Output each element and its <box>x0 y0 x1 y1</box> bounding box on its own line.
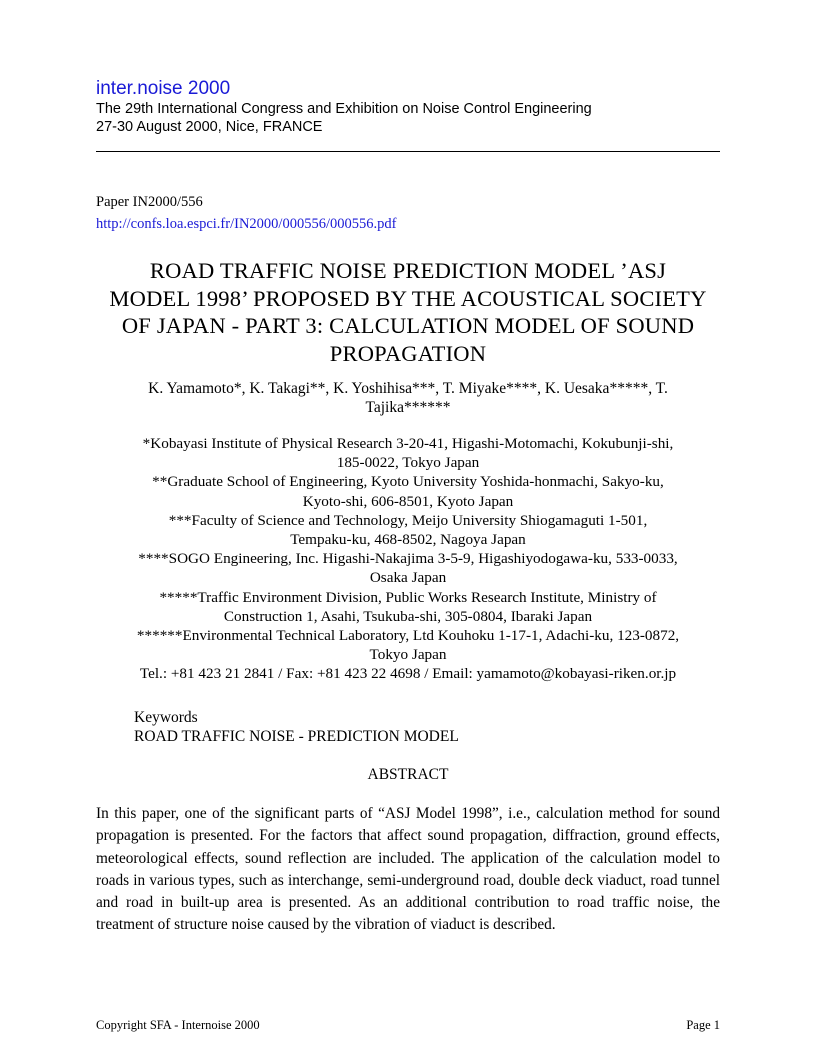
affiliation-line: ***Faculty of Science and Technology, Meijo University Shiogamaguti 1-501, <box>168 511 648 529</box>
title-line: ROAD TRAFFIC NOISE PREDICTION MODEL ’ASJ <box>149 258 667 283</box>
keywords-label: Keywords <box>134 709 198 726</box>
footer-copyright: Copyright SFA - Internoise 2000 <box>96 1018 260 1032</box>
affiliation-line: Kyoto-shi, 606-8501, Kyoto Japan <box>302 492 514 510</box>
affiliation-line: Construction 1, Asahi, Tsukuba-shi, 305-0804, Ibaraki Japan <box>223 607 593 625</box>
affiliation-line: *Kobayasi Institute of Physical Research 3-20-41, Higashi-Motomachi, Kokubunji-shi, <box>142 435 674 452</box>
conference-header <box>96 78 720 136</box>
affiliation-line: Tokyo Japan <box>369 646 447 664</box>
abstract-heading: ABSTRACT <box>367 766 449 783</box>
affiliation-line: Tempaku-ku, 468-8502, Nagoya Japan <box>290 531 526 549</box>
footer-page-number: Page 1 <box>686 1018 720 1032</box>
conference-dates: 27-30 August 2000, Nice, FRANCE <box>96 119 323 135</box>
abstract-text: In this paper, one of the significant parts of “ASJ Model 1998”, i.e., calculation method for sound propagation is presented. For the factors that affect sound propagation, diffraction, ground effects, meteorological effects, sound reflection are included. The application of the calculation model to roads in various types, such as interchange, semi-underground road, double deck viaduct, road tunnel and road in built-up area is presented. As an additional contribution to road traffic noise, the treatment of structure noise caused by the vibration of viaduct is described. <box>96 805 720 934</box>
affiliation-line: Osaka Japan <box>369 569 447 587</box>
authors-line: K. Yamamoto*, K. Takagi**, K. Yoshihisa***, T. Miyake****, K. Uesaka*****, T. <box>148 380 668 397</box>
title-line: OF JAPAN - PART 3: CALCULATION MODEL OF SOUND <box>121 313 695 338</box>
paper-title <box>80 257 736 367</box>
paper-url-link[interactable]: http://confs.loa.espci.fr/IN2000/000556/000556.pdf <box>96 216 397 232</box>
affiliations <box>90 434 726 684</box>
affiliation-line: **Graduate School of Engineering, Kyoto University Yoshida-honmachi, Sakyo-ku, <box>152 473 664 491</box>
affiliation-line: ****SOGO Engineering, Inc. Higashi-Nakajima 3-5-9, Higashiyodogawa-ku, 533-0033, <box>138 550 678 568</box>
affiliation-line: *****Traffic Environment Division, Public Works Research Institute, Ministry of <box>159 588 657 606</box>
keywords-value: ROAD TRAFFIC NOISE - PREDICTION MODEL <box>134 728 459 745</box>
affiliation-line: ******Environmental Technical Laboratory, Ltd Kouhoku 1-17-1, Adachi-ku, 123-0872, <box>136 627 680 645</box>
contact-line: Tel.: +81 423 21 2841 / Fax: +81 423 22 4698 / Email: yamamoto@kobayasi-riken.or.jp <box>139 665 677 683</box>
conference-subtitle: The 29th International Congress and Exhibition on Noise Control Engineering <box>96 101 592 117</box>
title-line: PROPAGATION <box>329 340 487 366</box>
paper-id: Paper IN2000/556 <box>96 194 203 210</box>
title-line: MODEL 1998’ PROPOSED BY THE ACOUSTICAL SOCIETY <box>109 285 707 311</box>
header-divider <box>96 151 720 152</box>
authors <box>90 379 726 417</box>
affiliation-line: 185-0022, Tokyo Japan <box>336 454 480 472</box>
conference-name: inter.noise 2000 <box>96 78 231 99</box>
authors-line: Tajika****** <box>365 399 451 416</box>
